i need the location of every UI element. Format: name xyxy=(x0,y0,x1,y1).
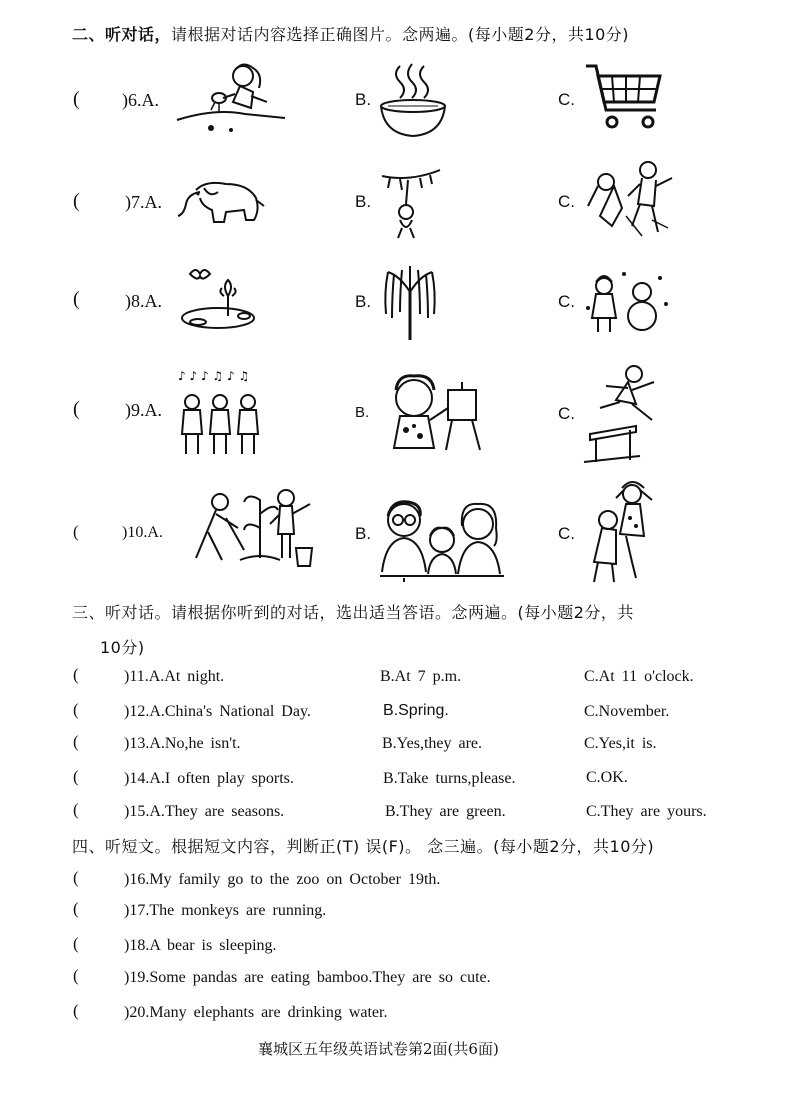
girl-hurdle-jumping-icon xyxy=(580,360,670,464)
option-9-c-label: C. xyxy=(558,404,575,423)
statement-17: )17.The monkeys are running. xyxy=(124,902,327,919)
option-8-c-label: C. xyxy=(558,292,575,311)
willow-tree-icon xyxy=(380,262,440,342)
option-7-c-label: C. xyxy=(558,192,575,211)
girl-carrying-girl-icon xyxy=(586,478,662,584)
option-7-b-label: B. xyxy=(355,192,372,211)
question-14-option-a: )14.A.I often play sports. xyxy=(124,770,294,787)
question-7-label: )7.A. xyxy=(125,192,162,212)
answer-paren-19: ( xyxy=(73,966,79,985)
section2-title-rest: 请根据对话内容选择正确图片。念两遍。(每小题2分，共10分) xyxy=(171,25,630,44)
answer-paren-7: ( xyxy=(73,190,80,212)
steaming-noodle-bowl-icon xyxy=(378,62,448,138)
answer-paren-18: ( xyxy=(73,934,79,953)
svg-text:♪ ♪ ♪ ♫ ♪ ♫: ♪ ♪ ♪ ♫ ♪ ♫ xyxy=(178,369,250,383)
option-6-c-label: C. xyxy=(558,90,575,109)
option-10-b-label: B. xyxy=(355,524,372,543)
question-13-option-b: B.Yes,they are. xyxy=(382,735,483,752)
option-8-b-label: B. xyxy=(355,292,372,311)
answer-paren-17: ( xyxy=(73,899,79,918)
question-15-option-a: )15.A.They are seasons. xyxy=(124,803,285,820)
question-11-option-a: )11.A.At night. xyxy=(124,668,225,685)
family-eating-icon xyxy=(378,496,506,582)
answer-paren-20: ( xyxy=(73,1001,79,1020)
answer-paren-11: ( xyxy=(73,665,79,684)
question-6-label: )6.A. xyxy=(122,90,159,110)
question-11-option-c: C.At 11 o'clock. xyxy=(584,668,694,685)
answer-paren-10: ( xyxy=(73,522,79,541)
answer-paren-13: ( xyxy=(73,732,79,751)
girl-watering-plant-icon xyxy=(175,58,293,136)
option-9-b-label: B. xyxy=(355,404,370,421)
shopping-cart-icon xyxy=(584,62,664,132)
question-10-label: )10.A. xyxy=(122,524,163,541)
girl-painting-easel-icon xyxy=(384,370,488,452)
answer-paren-15: ( xyxy=(73,800,79,819)
statement-20: )20.Many elephants are drinking water. xyxy=(124,1004,388,1021)
question-13-option-a: )13.A.No,he isn't. xyxy=(124,735,241,752)
option-6-b-label: B. xyxy=(355,90,372,109)
question-8-label: )8.A. xyxy=(125,291,162,311)
answer-paren-6: ( xyxy=(73,88,80,110)
answer-paren-8: ( xyxy=(73,288,80,310)
page-footer: 襄城区五年级英语试卷第2面(共6面) xyxy=(258,1040,499,1058)
question-9-label: )9.A. xyxy=(125,400,162,420)
children-snowman-icon xyxy=(584,268,670,336)
monkeys-climbing-icon xyxy=(582,156,678,242)
section3-title-line1: 三、听对话。请根据你听到的对话，选出适当答语。念两遍。(每小题2分，共 xyxy=(72,603,634,622)
question-12-option-c: C.November. xyxy=(584,703,670,720)
statement-18: )18.A bear is sleeping. xyxy=(124,937,277,954)
question-15-option-b: B.They are green. xyxy=(385,803,506,820)
children-planting-tree-icon xyxy=(186,488,322,572)
butterfly-lotus-pond-icon xyxy=(178,266,264,332)
option-10-c-label: C. xyxy=(558,524,575,543)
answer-paren-14: ( xyxy=(73,767,79,786)
section2-title xyxy=(72,22,629,45)
children-singing-icon xyxy=(176,366,272,464)
answer-paren-16: ( xyxy=(73,868,79,887)
monkey-hanging-branch-icon xyxy=(380,166,442,242)
section3-title-line2: 10分) xyxy=(100,638,145,657)
question-12-option-b: B.Spring. xyxy=(383,702,449,719)
statement-19: )19.Some pandas are eating bamboo.They are so cute. xyxy=(124,969,491,986)
question-11-option-b: B.At 7 p.m. xyxy=(380,668,462,685)
section4-title: 四、听短文。根据短文内容，判断正(T) 误(F)。 念三遍。(每小题2分，共10分) xyxy=(72,837,655,856)
answer-paren-9: ( xyxy=(73,398,80,420)
answer-paren-12: ( xyxy=(73,700,79,719)
section2-title-bold: 二、听对话， xyxy=(72,25,172,44)
elephant-icon xyxy=(176,176,268,226)
question-13-option-c: C.Yes,it is. xyxy=(584,735,657,752)
question-15-option-c: C.They are yours. xyxy=(586,803,707,820)
question-14-option-b: B.Take turns,please. xyxy=(383,770,516,787)
question-12-option-a: )12.A.China's National Day. xyxy=(124,703,311,720)
question-14-option-c: C.OK. xyxy=(586,769,628,786)
statement-16: )16.My family go to the zoo on October 19th. xyxy=(124,871,441,888)
